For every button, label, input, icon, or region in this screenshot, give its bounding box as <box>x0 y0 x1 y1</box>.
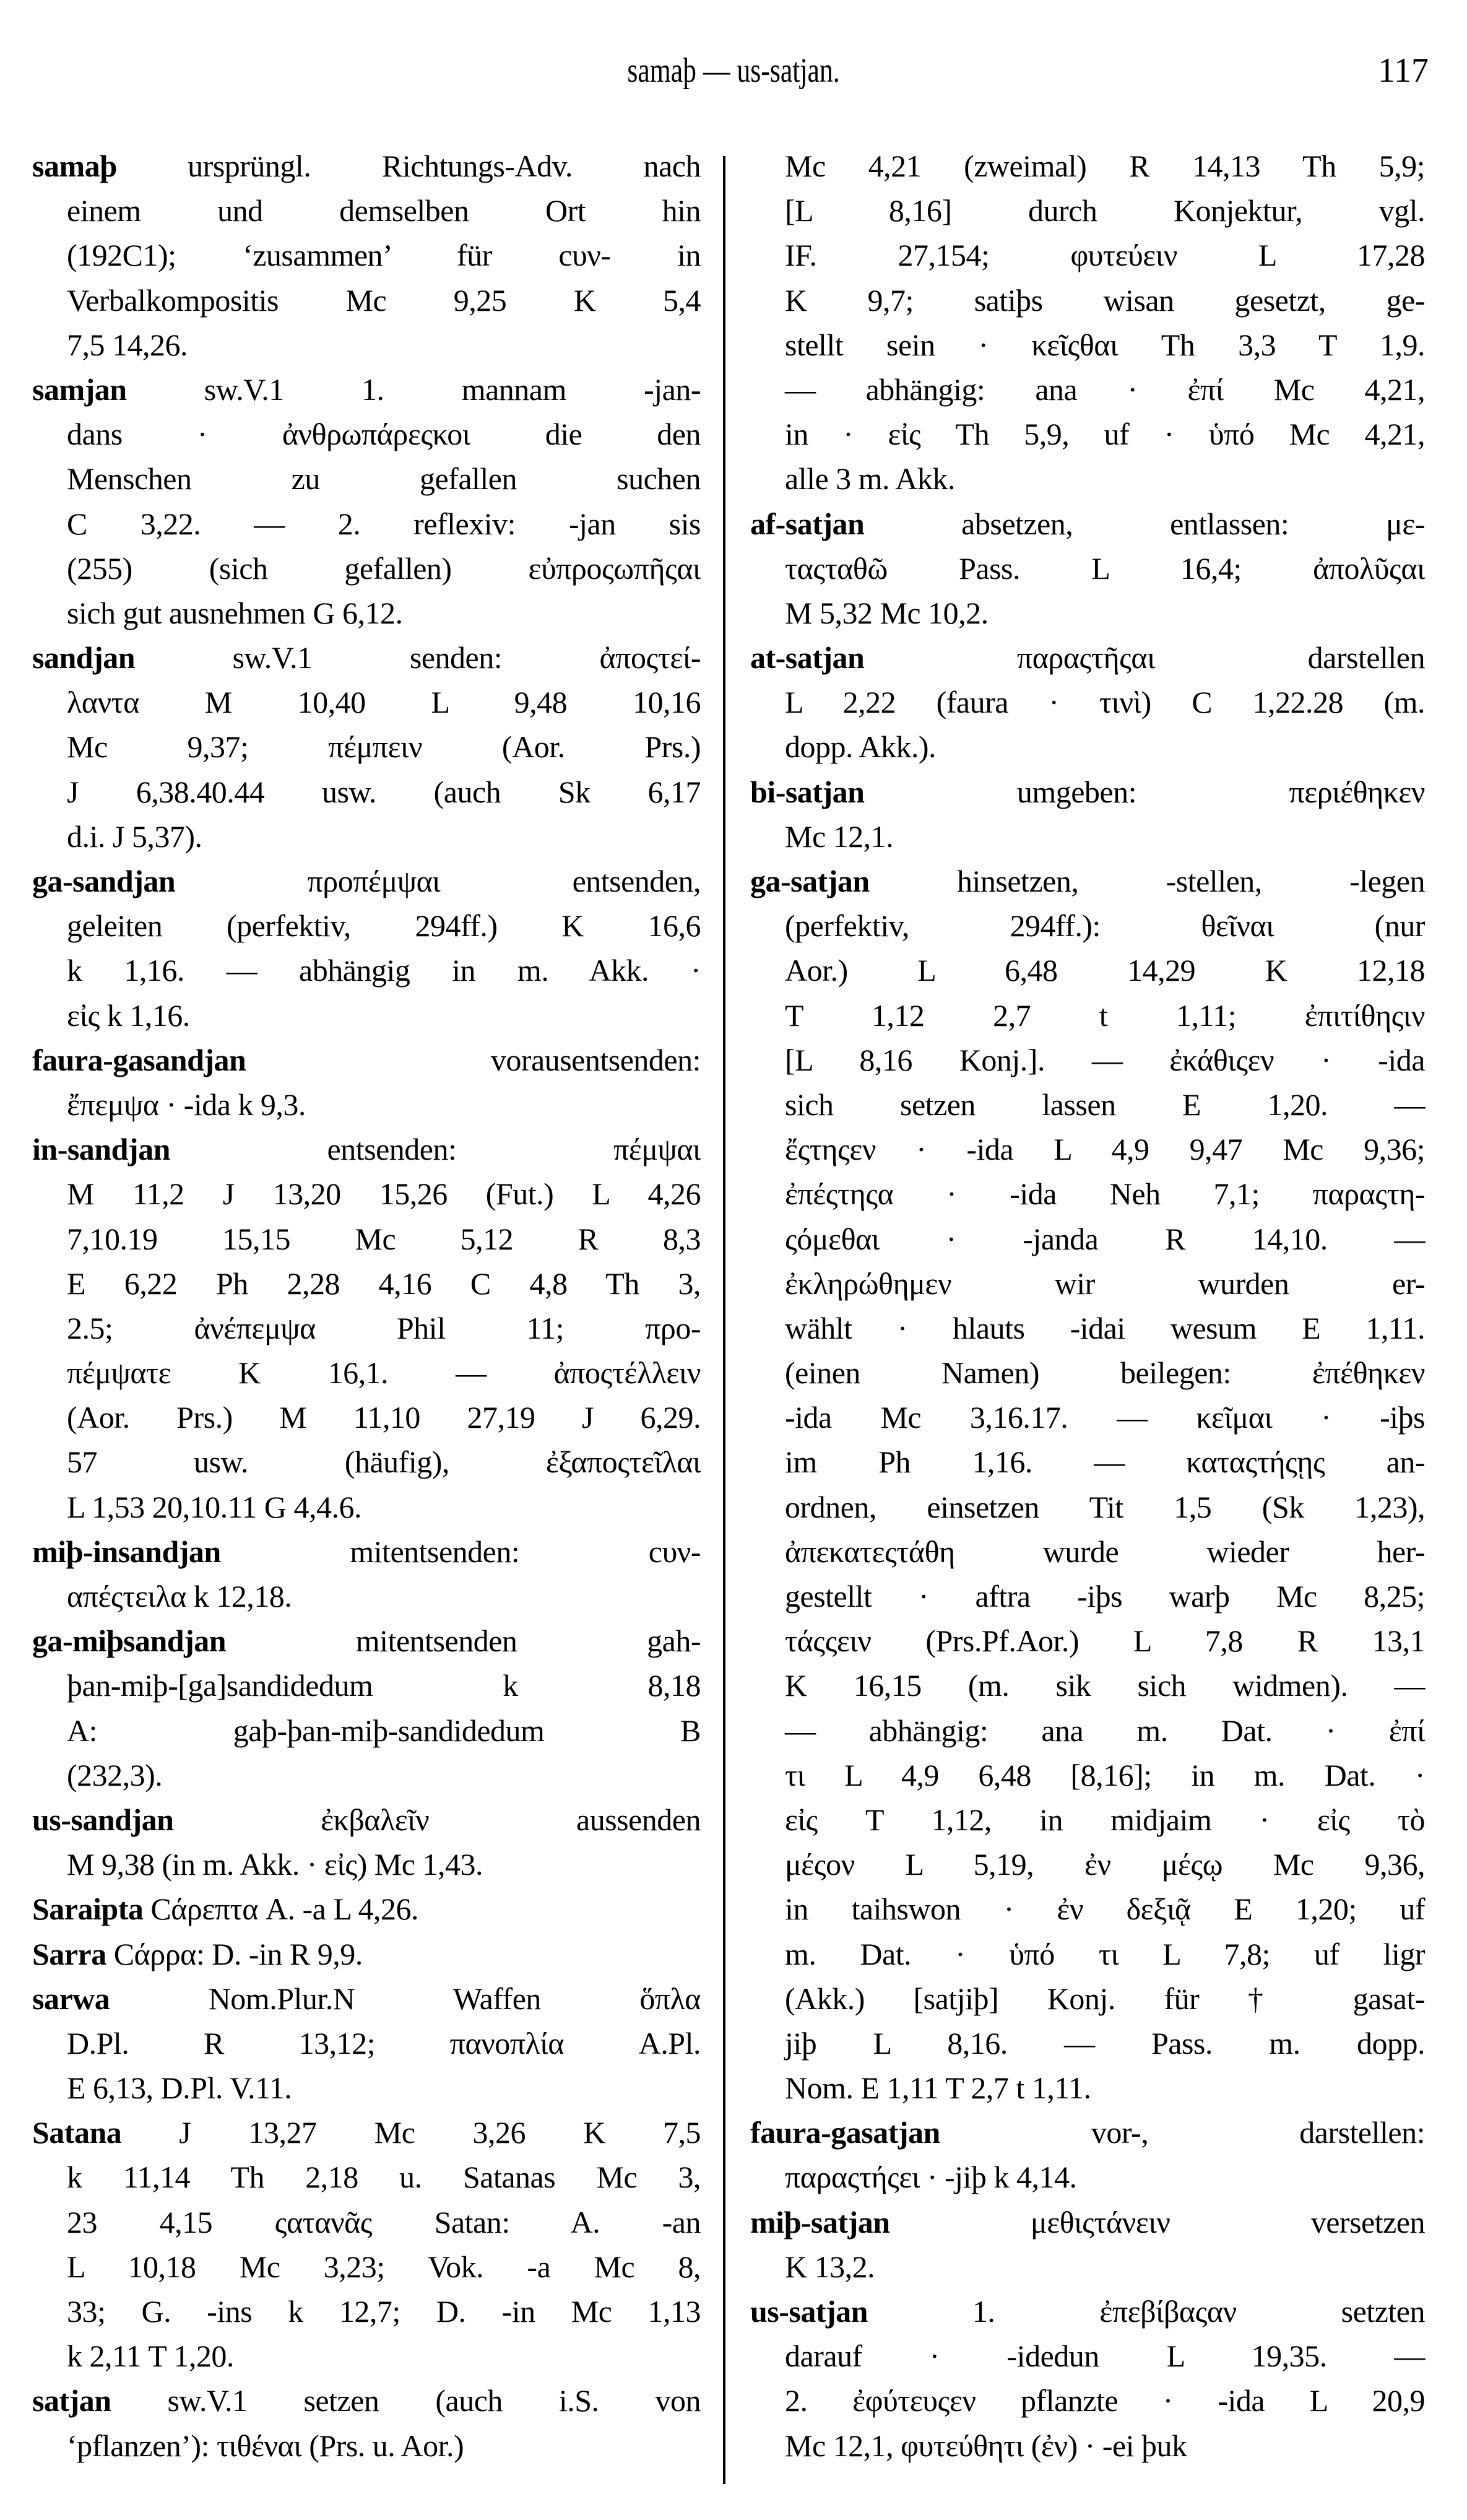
entry-first-line: af-satjan absetzen, entlassen: με- <box>750 506 1425 541</box>
headword: miþ-insandjan <box>32 1534 221 1569</box>
dictionary-entry <box>750 2200 1425 2289</box>
entry-line: εἰς T 1,12, in midjaim · εἰς τὸ <box>785 1802 1425 1837</box>
headword: ga-miþsandjan <box>32 1623 227 1659</box>
entry-line: Nom. E 1,11 T 2,7 t 1,11. <box>785 2070 1091 2106</box>
entry-line: — abhängig: ana m. Dat. · ἐπί <box>785 1713 1425 1748</box>
headword: sarwa <box>32 1981 110 2016</box>
entry-line: ἀπεκατεςτάθη wurde wieder her- <box>785 1534 1425 1569</box>
entry-line: m. Dat. · ὑπό τι L 7,8; uf ligr <box>785 1936 1425 1971</box>
entry-line: 33; G. -ins k 12,7; D. -in Mc 1,13 <box>67 2294 701 2329</box>
entry-line: darauf · -idedun L 19,35. — <box>785 2339 1425 2374</box>
dictionary-entry <box>32 1618 701 1797</box>
entry-line: ‘pflanzen’): τιθέναι (Prs. u. Aor.) <box>67 2428 464 2463</box>
headword: faura-gasatjan <box>750 2115 940 2150</box>
entry-line: IF. 27,154; φυτεύειν L 17,28 <box>785 238 1425 273</box>
entry-line: ταςταθῶ Pass. L 16,4; ἀπολῦςαι <box>785 550 1425 586</box>
page-number: 117 <box>1378 51 1429 90</box>
headword: miþ-satjan <box>750 2204 890 2240</box>
entry-line: k 11,14 Th 2,18 u. Satanas Mc 3, <box>67 2160 701 2195</box>
entry-line: sich setzen lassen E 1,20. — <box>785 1087 1425 1122</box>
entry-line: 57 usw. (häufig), ἐξαποςτεῖλαι <box>67 1445 701 1480</box>
entry-first-line: faura-gasandjan vorausentsenden: <box>32 1042 701 1077</box>
dictionary-entry <box>750 2110 1425 2199</box>
headword: us-satjan <box>750 2294 868 2329</box>
dictionary-entry <box>32 1038 701 1127</box>
entry-line: sich gut ausnehmen G 6,12. <box>67 595 403 630</box>
entry-line: ordnen, einsetzen Tit 1,5 (Sk 1,23), <box>785 1489 1425 1524</box>
entry-line: εἰς k 1,16. <box>67 997 190 1033</box>
headword: ga-sandjan <box>32 864 176 898</box>
entry-first-line: miþ-satjan μεθιςτάνειν versetzen <box>750 2204 1425 2240</box>
headword: at-satjan <box>750 640 865 676</box>
entry-first-line: bi-satjan umgeben: περιέθηκεν <box>750 774 1425 809</box>
entry-line: (232,3). <box>67 1757 163 1792</box>
left-column <box>32 144 701 2468</box>
entry-line: E 6,13, D.Pl. V.11. <box>67 2070 292 2106</box>
entry-first-line: sandjan sw.V.1 senden: ἀποςτεί- <box>32 640 701 676</box>
headword: in-sandjan <box>32 1132 170 1167</box>
entry-line: im Ph 1,16. — καταςτήςῃς an- <box>785 1445 1425 1480</box>
dictionary-entry <box>750 770 1425 859</box>
right-column <box>750 144 1425 2468</box>
entry-line: dopp. Akk.). <box>785 729 936 765</box>
entry-line: Mc 9,37; πέμπειν (Aor. Prs.) <box>67 729 701 765</box>
entry-first-line: us-sandjan ἐκβαλεῖν aussenden <box>32 1802 701 1837</box>
entry-line: E 6,22 Ph 2,28 4,16 C 4,8 Th 3, <box>67 1266 701 1301</box>
dictionary-entry <box>750 635 1425 770</box>
headword: Sarra <box>32 1936 106 1971</box>
entry-first-line: faura-gasatjan vor-, darstellen: <box>750 2115 1425 2150</box>
dictionary-entry <box>32 1529 701 1618</box>
headword: satjan <box>32 2383 111 2418</box>
entry-first-line: at-satjan παραςτῆςαι darstellen <box>750 640 1425 676</box>
entry-line: L 1,53 20,10.11 G 4,4.6. <box>67 1489 361 1524</box>
headword: af-satjan <box>750 506 865 541</box>
entry-line: πέμψατε K 16,1. — ἀποςτέλλειν <box>67 1355 701 1391</box>
entry-line: τι L 4,9 6,48 [8,16]; in m. Dat. · <box>785 1757 1425 1792</box>
entry-line: jiþ L 8,16. — Pass. m. dopp. <box>785 2025 1425 2061</box>
entry-line: 2. ἐφύτευςεν pflanzte · -ida L 20,9 <box>785 2383 1425 2418</box>
entry-line: παραςτήςει · -jiþ k 4,14. <box>785 2160 1077 2195</box>
entry-line: 2.5; ἀνέπεμψα Phil 11; προ- <box>67 1310 701 1345</box>
entry-first-line: in-sandjan entsenden: πέμψαι <box>32 1132 701 1167</box>
entry-line: þan-miþ-[ga]sandidedum k 8,18 <box>67 1668 701 1703</box>
entry-line: ἐκληρώθημεν wir wurden er- <box>785 1266 1425 1301</box>
page-header <box>0 51 1467 100</box>
entry-line: in taihswon · ἐν δεξιᾷ E 1,20; uf <box>785 1892 1425 1927</box>
entry-line: Mc 12,1. <box>785 819 894 854</box>
entry-line: (Akk.) [satjiþ] Konj. für † gasat- <box>785 1981 1425 2016</box>
entry-line: (192C1); ‘zusammen’ für cυν- in <box>67 238 701 273</box>
dictionary-entry <box>32 2378 701 2467</box>
entry-line: 23 4,15 ςατανᾶς Satan: A. -an <box>67 2204 701 2240</box>
entry-line: λαντα M 10,40 L 9,48 10,16 <box>67 685 701 720</box>
entry-line: Verbalkompositis Mc 9,25 K 5,4 <box>67 282 701 318</box>
entry-line: dans · ἀνθρωπάρεςκοι die den <box>67 417 701 452</box>
entry-line: alle 3 m. Akk. <box>785 461 955 497</box>
column-divider <box>723 156 725 2484</box>
headword: ga-satjan <box>750 864 870 898</box>
headword: us-sandjan <box>32 1802 174 1837</box>
entry-line: M 9,38 (in m. Akk. · εἰς) Mc 1,43. <box>67 1847 483 1882</box>
dictionary-entry <box>32 2110 701 2378</box>
entry-first-line: Sarra Cάρρα: D. -in R 9,9. <box>32 1936 363 1971</box>
entry-line: L 10,18 Mc 3,23; Vok. -a Mc 8, <box>67 2249 701 2284</box>
entry-first-line: miþ-insandjan mitentsenden: cυν- <box>32 1534 701 1569</box>
entry-first-line: Saraipta Cάρεπτα A. -a L 4,26. <box>32 1892 419 1927</box>
dictionary-entry <box>750 144 1425 502</box>
entry-line: -ida Mc 3,16.17. — κεῖμαι · -iþs <box>785 1400 1425 1435</box>
entry-line: stellt sein · κεῖςθαι Th 3,3 T 1,9. <box>785 327 1425 362</box>
headword: samjan <box>32 371 127 407</box>
entry-first-line: sarwa Nom.Plur.N Waffen ὅπλα <box>32 1981 701 2016</box>
entry-line: Mc 12,1, φυτεύθητι (ἐν) · -ei þuk <box>785 2428 1187 2463</box>
entry-line: (Aor. Prs.) M 11,10 27,19 J 6,29. <box>67 1400 701 1435</box>
entry-line: ἔπεμψα · -ida k 9,3. <box>67 1087 306 1122</box>
headword: sandjan <box>32 640 136 676</box>
entry-line: J 6,38.40.44 usw. (auch Sk 6,17 <box>67 774 701 809</box>
entry-line: μέςον L 5,19, ἐν μέςῳ Mc 9,36, <box>785 1847 1425 1882</box>
entry-first-line: ga-satjan hinsetzen, -stellen, -legen <box>750 864 1425 898</box>
dictionary-entry <box>32 144 701 367</box>
headword: bi-satjan <box>750 774 865 809</box>
dictionary-entry <box>32 635 701 859</box>
entry-first-line: samjan sw.V.1 1. mannam -jan- <box>32 371 701 407</box>
entry-first-line: samaþ ursprüngl. Richtungs-Adv. nach <box>32 149 701 183</box>
entry-line: Menschen zu gefallen suchen <box>67 461 701 497</box>
headword: Satana <box>32 2115 122 2150</box>
headword: Saraipta <box>32 1892 144 1927</box>
entry-line: (perfektiv, 294ff.): θεῖναι (nur <box>785 908 1425 944</box>
entry-line: (einen Namen) beilegen: ἐπέθηκεν <box>785 1355 1425 1391</box>
entry-line: M 11,2 J 13,20 15,26 (Fut.) L 4,26 <box>67 1176 701 1212</box>
entry-line: C 3,22. — 2. reflexiv: -jan sis <box>67 506 701 541</box>
entry-line: gestellt · aftra -iþs warþ Mc 8,25; <box>785 1579 1425 1614</box>
dictionary-entry <box>32 1797 701 1887</box>
entry-line: ςόμεθαι · -janda R 14,10. — <box>785 1221 1425 1256</box>
entry-line: 7,10.19 15,15 Mc 5,12 R 8,3 <box>67 1221 701 1256</box>
entry-line: k 2,11 T 1,20. <box>67 2339 234 2374</box>
dictionary-entry <box>32 1932 701 1976</box>
entry-line: [L 8,16 Konj.]. — ἐκάθιςεν · -ida <box>785 1042 1425 1077</box>
entry-line: ἔςτηςεν · -ida L 4,9 9,47 Mc 9,36; <box>785 1132 1425 1167</box>
running-title: samaþ — us-satjan. <box>627 51 840 90</box>
entry-line: απέςτειλα k 12,18. <box>67 1579 292 1614</box>
dictionary-entry <box>32 859 701 1038</box>
entry-line: [L 8,16] durch Konjektur, vgl. <box>785 193 1425 228</box>
dictionary-entry <box>32 1887 701 1931</box>
entry-line: k 1,16. — abhängig in m. Akk. · <box>67 953 701 988</box>
headword: samaþ <box>32 149 117 183</box>
entry-line: Aor.) L 6,48 14,29 K 12,18 <box>785 953 1425 988</box>
entry-first-line: ga-sandjan προπέμψαι entsenden, <box>32 864 701 898</box>
entry-line: — abhängig: ana · ἐπί Mc 4,21, <box>785 371 1425 407</box>
dictionary-entry <box>750 859 1425 2110</box>
entry-line: einem und demselben Ort hin <box>67 193 701 228</box>
entry-line: wählt · hlauts -idai wesum E 1,11. <box>785 1310 1425 1345</box>
entry-line: A: gaþ-þan-miþ-sandidedum B <box>67 1713 701 1748</box>
entry-line: τάςςειν (Prs.Pf.Aor.) L 7,8 R 13,1 <box>785 1623 1425 1659</box>
dictionary-entry <box>750 2289 1425 2468</box>
entry-first-line: us-satjan 1. ἐπεβίβαςαν setzten <box>750 2294 1425 2329</box>
entry-line: 7,5 14,26. <box>67 327 188 362</box>
entry-line: in · εἰς Th 5,9, uf · ὑπό Mc 4,21, <box>785 417 1425 452</box>
dictionary-entry <box>750 502 1425 636</box>
entry-line: geleiten (perfektiv, 294ff.) K 16,6 <box>67 908 701 944</box>
entry-line: ἐπέςτηςα · -ida Neh 7,1; παραςτη- <box>785 1176 1425 1212</box>
entry-line: L 2,22 (faura · τινὶ) C 1,22.28 (m. <box>785 685 1425 720</box>
entry-line: T 1,12 2,7 t 1,11; ἐπιτίθηςιν <box>785 997 1425 1033</box>
entry-line: K 9,7; satiþs wisan gesetzt, ge- <box>785 282 1425 318</box>
dictionary-entry <box>32 367 701 635</box>
entry-line: D.Pl. R 13,12; πανοπλία A.Pl. <box>67 2025 701 2061</box>
entry-first-line: satjan sw.V.1 setzen (auch i.S. von <box>32 2383 701 2418</box>
entry-line: K 13,2. <box>785 2249 875 2284</box>
entry-line: (255) (sich gefallen) εὐπροςωπῆςαι <box>67 550 701 586</box>
headword: faura-gasandjan <box>32 1042 246 1077</box>
entry-line: M 5,32 Mc 10,2. <box>785 595 989 630</box>
entry-line: d.i. J 5,37). <box>67 819 202 854</box>
dictionary-entry <box>32 1976 701 2111</box>
entry-first-line: Satana J 13,27 Mc 3,26 K 7,5 <box>32 2115 701 2150</box>
dictionary-entry <box>32 1127 701 1529</box>
entry-line: Mc 4,21 (zweimal) R 14,13 Th 5,9; <box>785 149 1425 183</box>
entry-line: K 16,15 (m. sik sich widmen). — <box>785 1668 1425 1703</box>
entry-first-line: ga-miþsandjan mitentsenden gah- <box>32 1623 701 1659</box>
